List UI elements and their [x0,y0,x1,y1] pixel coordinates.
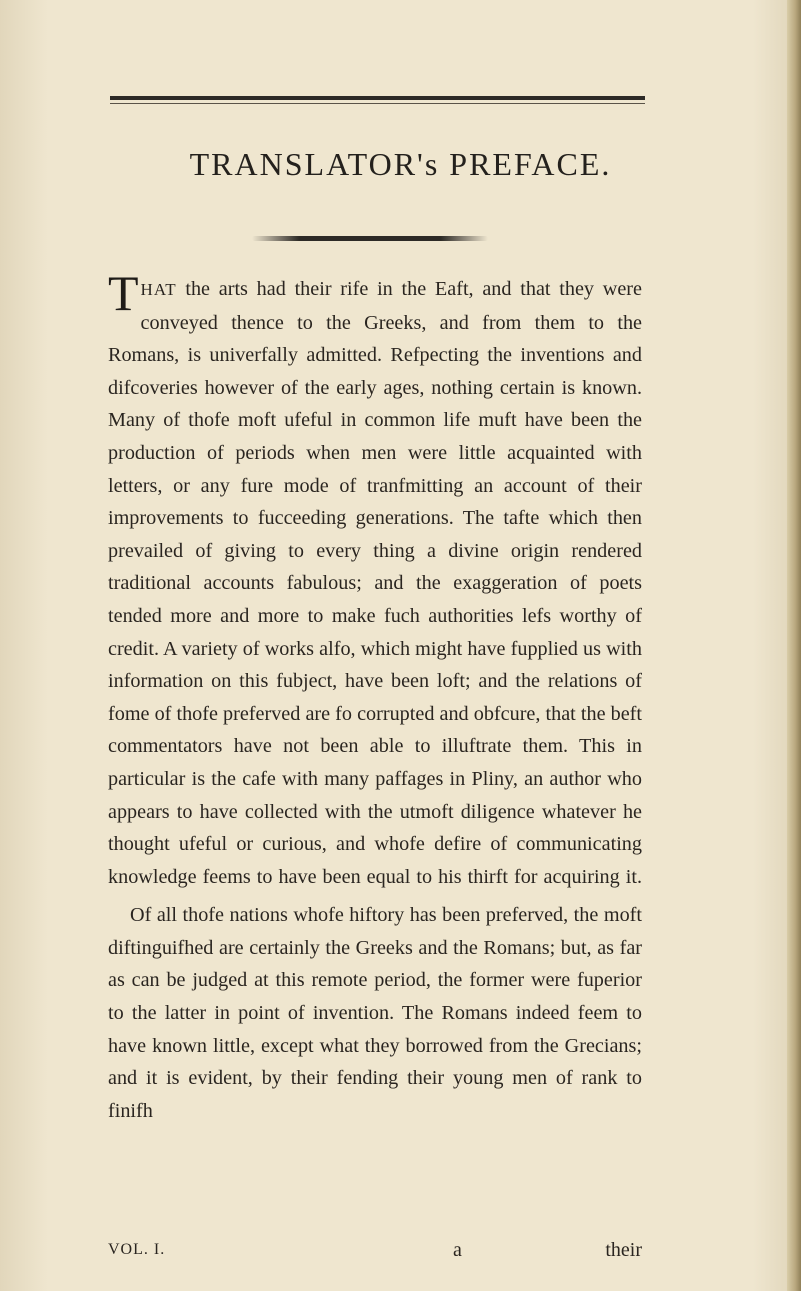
paragraph-1 [108,265,642,893]
book-spine-edge [787,0,801,1291]
body-text [108,265,642,1127]
title-ornament-rule [252,236,488,241]
paragraph-1-text: the arts had their rife in the Eaft, and that they were conveyed thence to the Greeks, and from them to the Romans, is univerfally admitted. Refpecting the inventions and difcoveries however of the early ages, nothing certain is known. Many of thofe moft ufeful in common life muft have been the production of periods when men were little acquainted with letters, or any fure mode of tranfmitting an account of their improvements to fucceeding generations. The tafte which then prevailed of giving to every thing a divine origin rendered traditional accounts fabulous; and the exaggeration of poets tended more and more to make fuch authorities lefs worthy of credit. A variety of works alfo, which might have fupplied us with information on this fubject, have been loft; and the relations of fome of thofe preferved are fo corrupted and obfcure, that the beft commentators have not been able to illuftrate them. This in particular is the cafe with many paffages in Pliny, an author who appears to have collected with the utmoft diligence whatever he thought ufeful or curious, and whofe defire of communicating knowledge feems to have been equal to his thirft for acquiring it. [108,278,642,888]
top-rule [110,96,645,100]
page-title: TRANSLATOR's PREFACE. [189,146,612,182]
signature-mark: a [453,1239,462,1261]
catchword: their [605,1239,642,1261]
page-footer [108,1239,642,1265]
first-word-smallcaps: HAT [140,280,177,299]
drop-cap: T [108,265,139,321]
volume-label: VOL. I. [108,1241,166,1258]
paragraph-2 [108,899,642,1127]
paragraph-2-text: Of all thofe nations whofe hiftory has been preferved, the moft diftinguifhed are certainly the Greeks and the Romans; but, as far as can be judged at this remote period, the former were fuperior to the latter in point of invention. The Romans indeed feem to have known little, except what they borrowed from the Grecians; and it is evident, by their fending their young men of rank to finifh [108,904,642,1122]
top-rule-thin [110,103,645,104]
